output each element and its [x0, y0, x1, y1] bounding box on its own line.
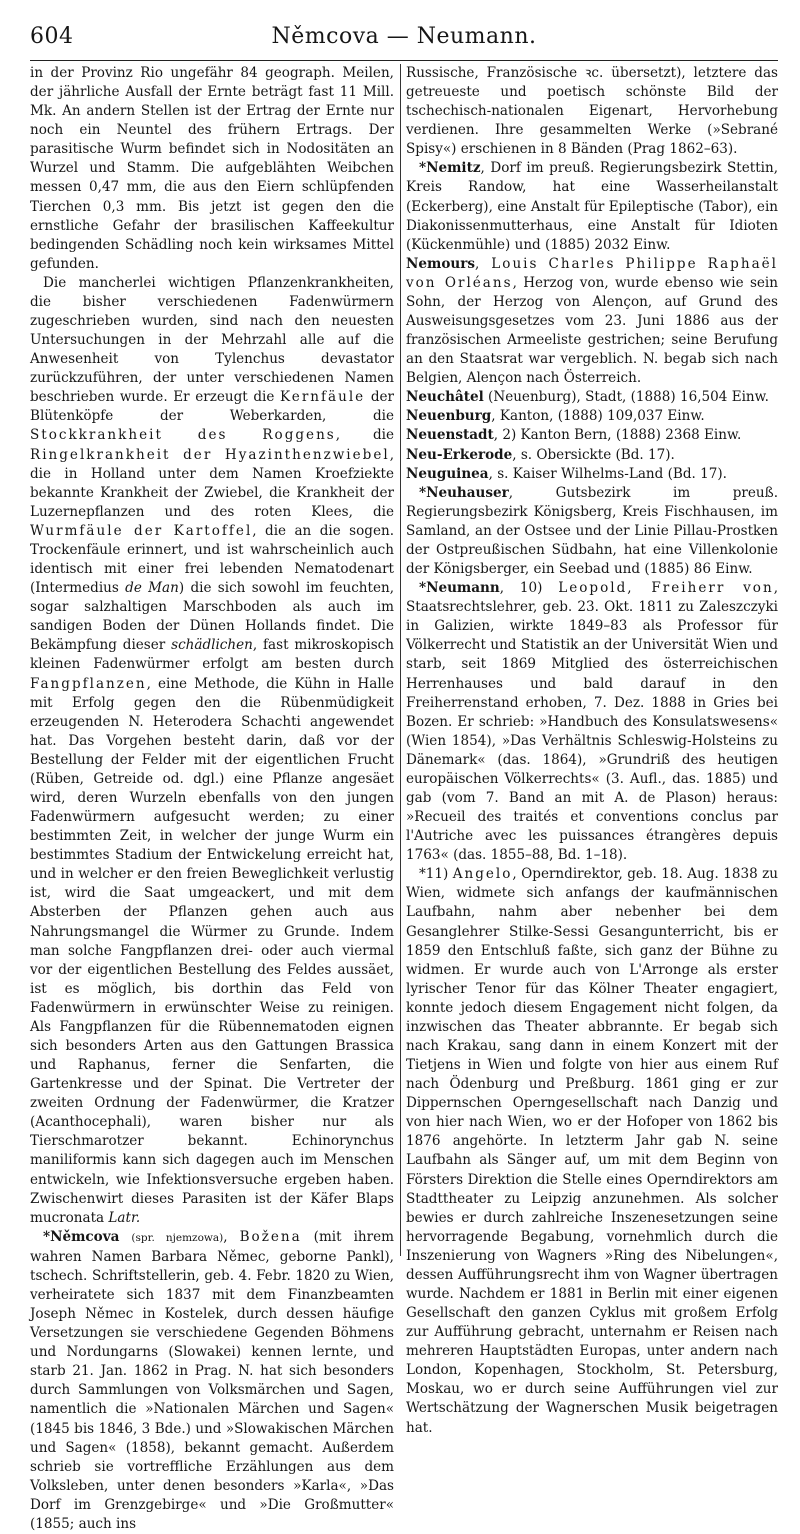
page-number: 604 — [30, 24, 74, 49]
column-divider — [400, 64, 401, 1256]
entry-neumann-angelo: *11) Angelo, Operndirektor, geb. 18. Aug. 1838 zu Wien, widmete sich anfangs der kaufmännischen Laufbahn, nahm aber nebenher bei dem Gesanglehrer Stilke-Sessi Gesangunterricht, bis er 1859 den Entschluß faßte, sich ganz der Bühne zu widmen. Er wurde auch von L'Arronge als erster lyrischer Tenor für das Kölner Theater engagiert, konnte jedoch diesem Engagement nicht folgen, da inzwischen das Theater abbrannte. Er begab sich nach Krakau, sang dann in einem Konzert mit der Tietjens in Wien und folgte von hier aus einem Ruf nach Ödenburg und Preßburg. 1861 ging er zur Dippernschen Operngesellschaft nach Danzig und von hier nach Wien, wo er der Hofoper von 1862 bis 1876 angehörte. In letzterm Jahr gab N. seine Laufbahn als Sänger auf, um mit dem Beginn von Försters Direktion die Stelle eines Operndirektors am Stadttheater zu Leipzig anzunehmen. Als solcher bewies er durch zahlreiche Inszenesetzungen seine hervorragende Begabung, vornehmlich durch die Inszenierung von Wagners »Ring des Nibelungen«, dessen Aufführungsrecht ihm von Wagner übertragen wurde. Nachdem er 1881 in Berlin mit einer eigenen Gesellschaft den ganzen Cyklus mit großem Erfolg zur Aufführung gebracht, unternahm er Reisen nach mehreren Hauptstädten Europas, unter andern nach London, Kopenhagen, Stockholm, St. Petersburg, Moskau, wo er durch seine Aufführungen viel zur Wertschätzung der Wagnerschen Musik beigetragen hat. — [406, 866, 778, 1436]
headword: Neuchâtel — [406, 389, 484, 406]
entry-neuenstadt: Neuenstadt, 2) Kanton Bern, (1888) 2368 Einw. — [406, 427, 742, 444]
headword: *Němcova — [43, 1228, 120, 1245]
entry-neuguinea: Neuguinea, s. Kaiser Wilhelms-Land (Bd. 17). — [406, 465, 727, 482]
entry-neuchatel: Neuchâtel (Neuenburg), Stadt, (1888) 16,504 Einw. — [406, 389, 769, 406]
headword: *Nemitz — [419, 160, 481, 177]
right-column — [406, 64, 778, 1438]
page-header — [30, 24, 778, 58]
entry-neuhauser: *Neuhauser, Gutsbezirk im preuß. Regierungsbezirk Königsberg, Kreis Fischhausen, im Samland, an der Ostsee und der Linie Pillau-Prostken der Ostpreußischen Südbahn, hat eine Villenkolonie der Königsberger, ein Seebad und (1885) 86 Einw. — [406, 484, 778, 578]
entry-neumann-leopold: *Neumann, 10) Leopold, Freiherr von, Staatsrechtslehrer, geb. 23. Okt. 1811 zu Zaleszczyki in Galizien, wirkte 1849–83 als Professor für Völkerrecht und Statistik an der Universität Wien und starb, seit 1869 Mitglied des österreichischen Herrenhauses und bald darauf in den Freiherrenstand erhoben, 7. Dez. 1888 in Gries bei Bozen. Er schrieb: »Handbuch des Konsulatswesens« (Wien 1854), »Das Verhältnis Schleswig-Holsteins zu Dänemark« (das. 1864), »Grundriß des heutigen europäischen Völkerrechts« (3. Aufl., das. 1885) und gab (vom 7. Band an mit A. de Plason) heraus: »Recueil des traités et conventions conclus par l'Autriche avec les puissances étrangères depuis 1763« (das. 1855–88, Bd. 1–18). — [406, 580, 778, 864]
headword: Nemours — [406, 255, 475, 272]
entry-nemitz: *Nemitz, Dorf im preuß. Regierungsbezirk Stettin, Kreis Randow, hat eine Wasserheilanstalt (Eckerberg), eine Anstalt für Epileptische (Tabor), ein Diakonissenmutterhaus, eine Anstalt für Idioten (Kückenmühle) und (1885) 2032 Einw. — [406, 160, 778, 253]
headword: Neuenburg — [406, 408, 492, 425]
left-column — [30, 64, 394, 1534]
header-rule — [30, 60, 778, 61]
running-title: Němcova — Neumann. — [271, 24, 537, 49]
entry-neuenburg: Neuenburg, Kanton, (1888) 109,037 Einw. — [406, 408, 705, 425]
headword: Neuguinea — [406, 465, 489, 482]
entry-nemours: Nemours, Louis Charles Philippe Raphaël von Orléans, Herzog von, wurde ebenso wie sein Sohn, der Herzog von Alençon, auf Grund des Ausweisungsgesetzes vom 23. Juni 1886 aus der französischen Armeeliste gestrichen; seine Berufung an den Staatsrat war vergeblich. N. begab sich nach Belgien, Alençon nach Österreich. — [406, 255, 778, 387]
headword: Neu-Erkerode — [406, 446, 513, 463]
headword: *Neumann — [419, 580, 500, 597]
headword: Neuenstadt — [406, 427, 494, 444]
entry-nemcova: *Němcova (spr. njemzowa), Božena (mit ihrem wahren Namen Barbara Němec, geborne Pankl), tschech. Schriftstellerin, geb. 4. Febr. 1820 zu Wien, verheiratete sich 1837 mit dem Finanzbeamten Joseph Němec in Kostelek, durch dessen häufige Versetzungen sie verschiedene Gegenden Böhmens und Nordungarns (Slowakei) kennen lernte, und starb 21. Jan. 1862 in Prag. N. hat sich besonders durch Sammlungen von Volksmärchen und Sagen, namentlich die »Nationalen Märchen und Sagen« (1845 bis 1846, 3 Bde.) und »Slowakischen Märchen und Sagen« (1858), bekannt gemacht. Außerdem schrieb sie vortreffliche Erzählungen aus dem Volksleben, unter denen besonders »Karla«, »Das Dorf im Grenzgebirge« und »Die Großmutter« (1855; auch ins — [30, 1228, 394, 1532]
headword: *Neuhauser — [419, 484, 509, 501]
entry-continuation: Russische, Französische ꝛc. übersetzt), letztere das getreueste und poetisch schönste Bild der tschechisch-nationalen Eigenart, Hervorhebung verdienen. Ihre gesammelten Werke (»Sebrané Spisy«) erschienen in 8 Bänden (Prag 1862–63). — [406, 65, 778, 158]
entry-paragraph-plant-diseases: Die mancherlei wichtigen Pflanzenkrankheiten, die bisher verschiedenen Fadenwürmern zugeschrieben wurden, sind nach den neuesten Untersuchungen in der Mehrzahl alle auf die Anwesenheit von Tylenchus devastator zurückzuführen, der unter verschiedenen Namen beschrieben wurde. Er erzeugt die Kernfäule der Blütenköpfe der Weberkarden, die Stockkrankheit des Roggens, die Ringelkrankheit der Hyazinthenzwiebel, die in Holland unter dem Namen Kroefziekte bekannte Krankheit der Zwiebel, die Krankheit der Luzernepflanzen und des roten Klees, die Wurmfäule der Kartoffel, die an die sogen. Trockenfäule erinnert, und ist wahrscheinlich auch identisch mit einer frei lebenden Nematodenart (Intermedius de Man) die sich sowohl im feuchten, sogar salzhaltigen Marschboden als auch im sandigen Boden der Dünen Hollands findet. Die Bekämpfung dieser schädlichen, fast mikroskopisch kleinen Fadenwürmer erfolgt am besten durch Fangpflanzen, eine Methode, die Kühn in Halle mit Erfolg gegen den die Rübenmüdigkeit erzeugenden N. Heterodera Schachti angewendet hat. Das Vorgehen besteht darin, daß vor der Bestellung der Felder mit der eigentlichen Frucht (Rüben, Getreide od. dgl.) eine Pflanze angesäet wird, deren Wurzeln ebenfalls von den jungen Fadenwürmern aufgesucht werden; zu einer bestimmten Zeit, in welcher der junge Wurm ein bestimmtes Stadium der Entwickelung erreicht hat, und in welcher er den freien Beweglichkeit verlustig ist, wird die Saat umgeackert, und mit dem Absterben der Pflanzen gehen auch aus Nahrungsmangel die Würmer zu Grunde. Indem man solche Fangpflanzen drei- oder auch viermal vor der eigentlichen Bestellung des Feldes aussäet, ist es möglich, bis dorthin das Feld von Fadenwürmern in erwünschter Weise zu reinigen. Als Fangpflanzen für die Rübennematoden eignen sich besonders Arten aus den Gattungen Brassica und Raphanus, ferner die Senfarten, die Gartenkresse und der Spinat. Die Vertreter der zweiten Ordnung der Fadenwürmer, die Kratzer (Acanthocephali), waren bisher nur als Tierschmarotzer bekannt. Echinorynchus maniliformis kann sich dagegen auch im Menschen entwickeln, wie Infektionsversuche ergeben haben. Zwischenwirt dieses Parasiten ist der Käfer Blaps mucronata Latr. — [30, 274, 395, 1226]
entry-continuation: in der Provinz Rio ungefähr 84 geograph. Meilen, der jährliche Ausfall der Ernte beträgt fast 11 Mill. Mk. An andern Stellen ist der Ertrag der Ernte nur noch ein Neuntel des frühern Ertrags. Der parasitische Wurm befindet sich in Nodositäten an Wurzel und Stamm. Die aufgeblähten Weibchen messen 0,47 mm, die aus den Eiern schlüpfenden Tierchen 0,3 mm. Bis jetzt ist gegen den die ernstliche Gefahr der brasilischen Kaffeekultur bedingenden Schädling noch kein wirksames Mittel gefunden. — [30, 65, 394, 272]
entry-neu-erkerode: Neu-Erkerode, s. Obersickte (Bd. 17). — [406, 446, 675, 463]
